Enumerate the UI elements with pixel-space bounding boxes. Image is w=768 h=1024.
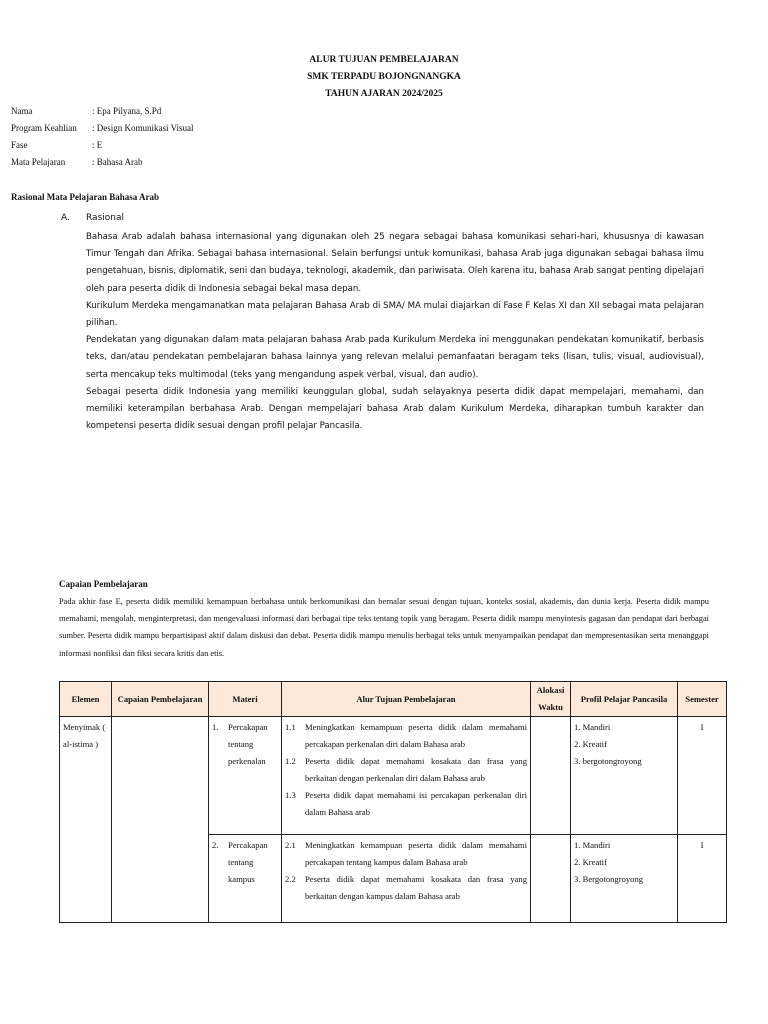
tujuan-number: 2.1 xyxy=(285,840,296,850)
rasional-paragraph: Kurikulum Merdeka mengamanatkan mata pelajaran Bahasa Arab di SMA/ MA mulai diajarkan di Fase F Kelas XI dan XII sebagai mata pelajaran pilihan. xyxy=(86,300,704,329)
identity-label: Mata Pelajaran xyxy=(11,157,66,167)
header-tujuan: Alur Tujuan Pembelajaran xyxy=(282,682,531,717)
header-capaian: Capaian Pembelajaran xyxy=(112,682,209,717)
tujuan-item xyxy=(285,837,527,871)
tujuan-text: Peserta didik dapat memahami kosakata dan frasa yang berkaitan dengan perkenalan diri dalam Bahasa arab xyxy=(305,756,527,783)
profil-item: 2. Kreatif xyxy=(574,739,607,749)
header-materi: Materi xyxy=(209,682,282,717)
semester-cell: I xyxy=(678,717,727,835)
rasional-paragraph: Pendekatan yang digunakan dalam mata pelajaran bahasa Arab pada Kurikulum Merdeka ini menggunakan pendekatan komunikatif, berbasis teks, dan/atau pendekatan pembelajaran bahasa lainnya yang relevan melalui pemanfaatan beragam teks (lisan, tulis, visual, audiovisual), serta mencakup teks multimodal (teks yang mengandung aspek verbal, visual, dan audio). xyxy=(86,335,704,380)
rasional-paragraph: Sebagai peserta didik Indonesia yang memiliki keunggulan global, sudah selayaknya peserta didik dapat mempelajari, memahami, dan memiliki keterampilan berbahasa Arab. Dengan mempelajari bahasa Arab dalam Kurikulum Merdeka, diharapkan tumbuh karakter dan kompetensi peserta didik sesuai dengan profil pelajar Pancasila. xyxy=(86,386,704,432)
tujuan-item xyxy=(285,871,527,905)
materi-text: Percakapan tentang kampus xyxy=(228,840,268,884)
materi-item xyxy=(212,837,278,888)
capaian-cell xyxy=(112,717,209,923)
alokasi-cell xyxy=(531,835,571,923)
identity-label: Fase xyxy=(11,140,28,150)
header-alokasi: Alokasi Waktu xyxy=(531,682,571,717)
profil-item: 1. Mandiri xyxy=(574,840,611,850)
alokasi-cell xyxy=(531,717,571,835)
identity-label: Program Keahlian xyxy=(11,123,77,133)
profil-item: 1. Mandiri xyxy=(574,722,611,732)
table-row xyxy=(60,717,727,835)
profil-item: 3. Bergotongroyong xyxy=(574,874,644,884)
materi-item xyxy=(212,719,278,770)
tujuan-cell xyxy=(282,717,531,835)
tujuan-text: Peserta didik dapat memahami kosakata dan frasa yang berkaitan dengan kampus dalam Bahasa arab xyxy=(305,874,527,901)
tujuan-number: 2.2 xyxy=(285,874,296,884)
rasional-list-marker: A. xyxy=(61,213,70,223)
header-elemen: Elemen xyxy=(60,682,112,717)
identity-value: : E xyxy=(92,140,103,150)
doc-title-line-3: TAHUN AJARAN 2024/2025 xyxy=(325,89,443,99)
materi-text: Percakapan tentang perkenalan xyxy=(228,722,268,766)
materi-cell xyxy=(209,717,282,835)
profil-item: 3. bergotongroyong xyxy=(574,756,642,766)
profil-cell xyxy=(571,835,678,923)
doc-title-line-1: ALUR TUJUAN PEMBELAJARAN xyxy=(309,55,459,65)
header-semester: Semester xyxy=(678,682,727,717)
tujuan-item xyxy=(285,753,527,787)
tujuan-cell xyxy=(282,835,531,923)
capaian-body xyxy=(59,593,709,662)
capaian-section-title: Capaian Pembelajaran xyxy=(59,579,148,589)
profil-cell xyxy=(571,717,678,835)
tujuan-text: Meningkatkan kemampuan peserta didik dalam memahami percakapan perkenalan diri dalam Bahasa arab xyxy=(305,722,527,749)
rasional-section-title: Rasional Mata Pelajaran Bahasa Arab xyxy=(11,192,160,202)
rasional-subheading: Rasional xyxy=(86,213,124,223)
rasional-paragraph: Bahasa Arab adalah bahasa internasional yang digunakan oleh 25 negara sebagai bahasa komunikasi sehari-hari, khususnya di kawasan Timur Tengah dan Afrika. Sebagai bahasa internasional. Selain berfungsi untuk komunikasi, bahasa Arab juga digunakan sebagai bahasa ilmu pengetahuan, bisnis, diplomatik, seni dan budaya, teknologi, akademik, dan pariwisata. Oleh karena itu, bahasa Arab sangat penting dipelajari oleh para peserta didik di Indonesia sebagai bekal masa depan. xyxy=(86,232,704,294)
tujuan-text: Peserta didik dapat memahami isi percakapan perkenalan diri dalam Bahasa arab xyxy=(305,790,527,817)
tujuan-item xyxy=(285,719,527,753)
tujuan-number: 1.1 xyxy=(285,722,296,732)
materi-number: 1. xyxy=(212,722,219,732)
tujuan-text: Meningkatkan kemampuan peserta didik dalam memahami percakapan tentang kampus dalam Bahasa arab xyxy=(305,840,527,867)
doc-title-line-2: SMK TERPADU BOJONGNANGKA xyxy=(307,72,461,82)
identity-label: Nama xyxy=(11,106,33,116)
capaian-paragraph: Pada akhir fase E, peserta didik memiliki kemampuan berbahasa untuk berkomunikasi dan bernalar sesuai dengan tujuan, konteks sosial, akademis, dan dunia kerja. Peserta didik mampu memahami, mengolah, menginterpretasi, dan mengevaluasi informasi dari berbagai tipe teks tentang topik yang beragam. Peserta didik mampu menyintesis gagasan dan pendapat dari berbagai sumber. Peserta didik mampu berpartisipasi aktif dalam diskusi dan debat. Peserta didik mampu menulis berbagai teks untuk menyampaikan pendapat dan mempresentasikan serta menanggapi informasi nonfiksi dan fiksi secara kritis dan etis. xyxy=(59,597,709,658)
materi-number: 2. xyxy=(212,840,219,850)
tujuan-number: 1.3 xyxy=(285,790,296,800)
tujuan-item xyxy=(285,787,527,821)
table-header-row xyxy=(60,682,727,717)
elemen-cell: Menyimak ( al-istima ) xyxy=(60,717,112,923)
profil-item: 2. Kreatif xyxy=(574,857,607,867)
tujuan-number: 1.2 xyxy=(285,756,296,766)
identity-value: : Epa Pilyana, S.Pd xyxy=(92,106,162,116)
header-profil: Profil Pelajar Pancasila xyxy=(571,682,678,717)
identity-value: : Design Komunikasi Visual xyxy=(92,123,194,133)
materi-cell xyxy=(209,835,282,923)
atp-table xyxy=(59,681,727,923)
identity-value: : Bahasa Arab xyxy=(92,157,143,167)
semester-cell: I xyxy=(678,835,727,923)
rasional-body xyxy=(86,229,704,435)
